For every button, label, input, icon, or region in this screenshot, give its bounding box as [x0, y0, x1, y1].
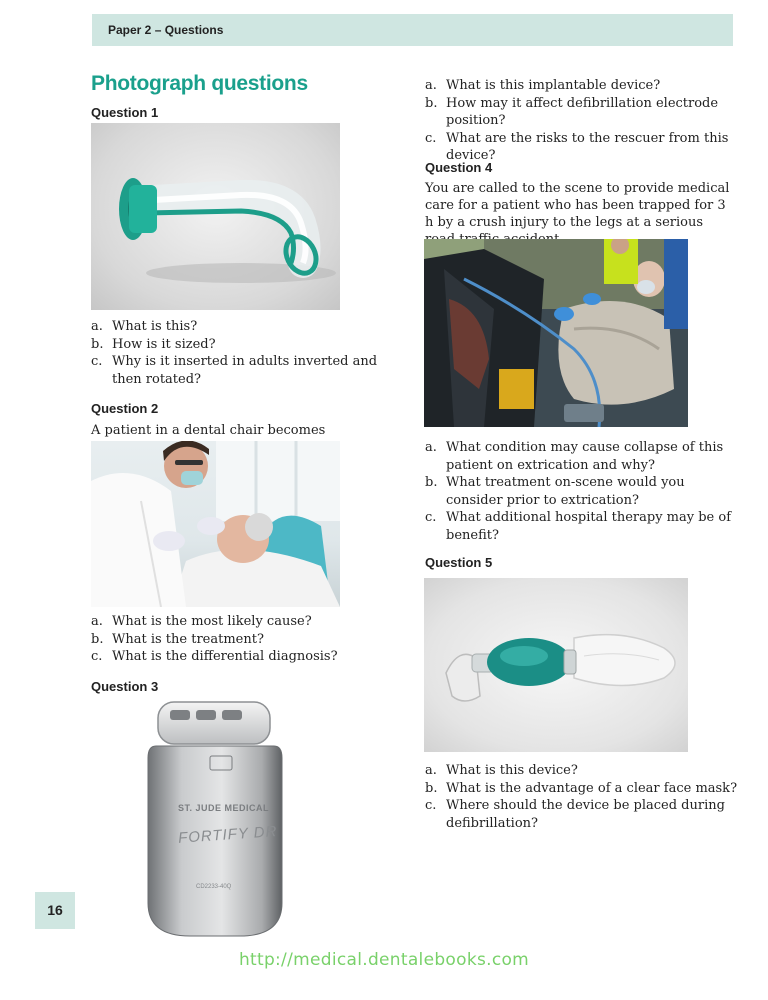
- section-title: Photograph questions: [91, 72, 308, 95]
- pacemaker-model-label: FORTIFY DR: [177, 822, 278, 847]
- pacemaker-photo: [140, 698, 290, 940]
- question-4-intro: You are called to the scene to provide medical care for a patient who has been trapped for 3 h by a crush injury to the legs at a serious: [425, 181, 730, 230]
- bag-valve-mask-photo: [424, 578, 688, 752]
- list-item: b. What treatment on-scene would you consider prior to extrication?: [425, 475, 685, 508]
- list-item: c. What are the risks to the rescuer from this device?: [425, 130, 729, 163]
- list-item: c. What additional hospital therapy may be of benefit?: [425, 510, 732, 543]
- running-header-label: Paper 2 – Questions: [108, 23, 224, 37]
- question-3-heading: Question 3: [91, 679, 159, 694]
- question-2-list: [91, 613, 381, 666]
- list-item: b. What is the advantage of a clear face mask?: [425, 780, 738, 796]
- question-3-list: [425, 77, 740, 165]
- list-item: c. Why is it inserted in adults inverted and then rotated?: [91, 354, 378, 387]
- list-item: c. What is the differential diagnosis?: [91, 649, 338, 664]
- question-2-intro: A patient in a dental chair becomes: [91, 423, 326, 438]
- list-item: a. What is this device?: [425, 763, 578, 778]
- question-4-list: [425, 439, 740, 544]
- road-traffic-accident-photo: [424, 239, 688, 427]
- watermark-link[interactable]: http://medical.dentalebooks.com: [238, 950, 530, 970]
- list-item: a. What condition may cause collapse of this patient on extrication and why?: [425, 440, 724, 473]
- list-item: b. What is the treatment?: [91, 631, 264, 647]
- page-number: 16: [35, 892, 75, 929]
- question-1-list: [91, 318, 381, 388]
- question-2-heading: Question 2: [91, 401, 159, 416]
- list-item: b. How is it sized?: [91, 336, 216, 352]
- question-1-heading: Question 1: [91, 105, 159, 120]
- pacemaker-code-label: CD2233-40Q: [196, 884, 232, 890]
- oropharyngeal-airway-photo: [91, 123, 340, 310]
- dental-chair-photo: [91, 441, 340, 607]
- question-5-heading: Question 5: [425, 555, 493, 570]
- list-item: b. How may it affect defibrillation electrode position?: [425, 95, 719, 128]
- list-item: a. What is this?: [91, 319, 198, 334]
- list-item: a. What is the most likely cause?: [91, 614, 312, 629]
- list-item: c. Where should the device be placed during defibrillation?: [425, 798, 725, 831]
- question-4-heading: Question 4: [425, 160, 493, 175]
- pacemaker-brand-label: ST. JUDE MEDICAL: [178, 803, 270, 813]
- list-item: a. What is this implantable device?: [425, 78, 661, 93]
- running-header: [92, 14, 733, 46]
- question-5-list: [425, 762, 740, 832]
